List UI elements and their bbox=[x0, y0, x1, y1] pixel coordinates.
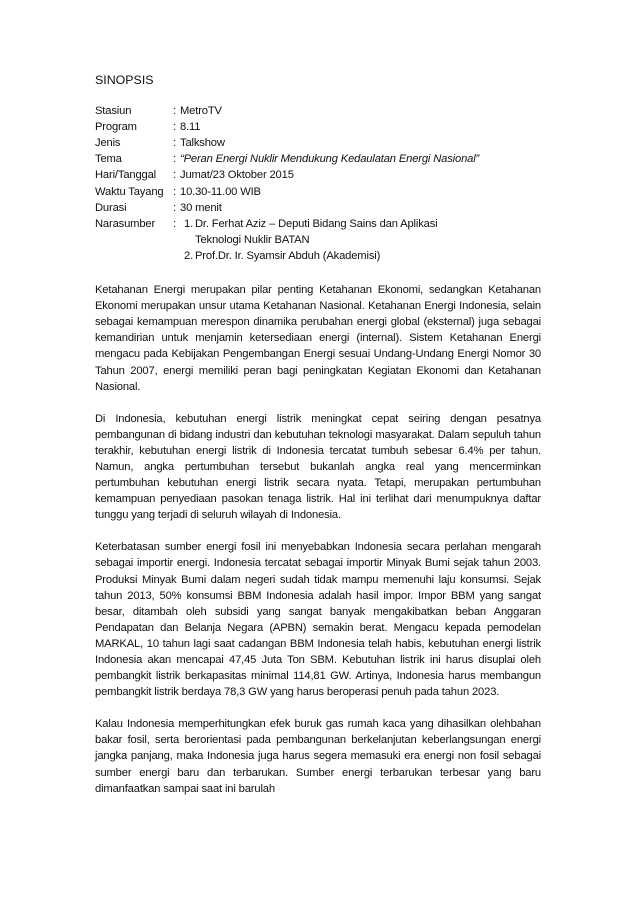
meta-label: Waktu Tayang bbox=[95, 185, 164, 198]
metadata-block bbox=[95, 103, 541, 264]
paragraph: Di Indonesia, kebutuhan energi listrik meningkat cepat seiring dengan pesatnya pembangunan di bidang industri dan kebutuhan teknologi masyarakat. Dalam sepuluh tahun terakhir, kebutuhan energi listrik di Indonesia tercatat tumbuh sebesar 6.4% per tahun. Namun, angka pertumbuhan tersebut bukanlah angka real yang mencerminkan pertumbuhan kebutuhan energi listrik secara nyata. Tetapi, merupakan pertumbuhan kemampuan penyediaan pasokan tenaga listrik. Hal ini terlihat dari menumpuknya daftar tunggu yang terjadi di seluruh wilayah di Indonesia. bbox=[95, 412, 541, 522]
meta-label: Program bbox=[95, 121, 137, 134]
meta-value: Talkshow bbox=[180, 137, 225, 150]
meta-value: 10.30-11.00 WIB bbox=[180, 185, 261, 198]
meta-row-waktu-tayang bbox=[95, 184, 541, 200]
meta-row-durasi bbox=[95, 200, 541, 216]
paragraph: Ketahanan Energi merupakan pilar penting Ketahanan Ekonomi, sedangkan Ketahanan Ekonomi merupakan unsur utama Ketahanan Nasional. Ketahanan Energi Indonesia, selain sebagai kemampuan merespon dinamika perubahan energi global (eksternal) juga sebagai kemandirian untuk menjamin ketersediaan energi (internal). Sistem Ketahanan Energi mengacu pada Kebijakan Pengembangan Energi sesuai Undang-Undang Energi Nomor 30 Tahun 2007, energi memiliki peran bagi peningkatan Kegiatan Ekonomi dan Ketahanan Nasional. bbox=[95, 284, 541, 393]
speaker-text bbox=[195, 248, 541, 264]
meta-label: Stasiun bbox=[95, 105, 132, 118]
meta-separator: : bbox=[173, 105, 176, 118]
speaker-number: 2. bbox=[184, 249, 194, 262]
meta-value: MetroTV bbox=[180, 105, 222, 118]
meta-separator: : bbox=[173, 121, 176, 134]
meta-separator: : bbox=[173, 137, 176, 150]
meta-row-hari-tanggal bbox=[95, 167, 541, 183]
meta-separator: : bbox=[173, 169, 176, 182]
meta-value: 30 menit bbox=[180, 201, 222, 214]
meta-label: Jenis bbox=[95, 137, 121, 150]
speaker-number: 1. bbox=[184, 217, 194, 230]
meta-row-jenis bbox=[95, 135, 541, 151]
meta-row-narasumber bbox=[95, 216, 541, 264]
meta-label: Hari/Tanggal bbox=[95, 169, 157, 182]
speaker-name: Prof.Dr. Ir. Syamsir Abduh (Akademisi) bbox=[195, 249, 381, 262]
speaker-item bbox=[184, 248, 541, 264]
speaker-list bbox=[180, 216, 541, 264]
meta-label: Tema bbox=[95, 153, 122, 166]
meta-row-tema bbox=[95, 151, 541, 167]
meta-label: Narasumber bbox=[95, 217, 156, 230]
speaker-name: Dr. Ferhat Aziz – Deputi Bidang Sains dan Aplikasi bbox=[195, 217, 438, 230]
speaker-text bbox=[195, 216, 541, 248]
paragraph: Kalau Indonesia memperhitungkan efek buruk gas rumah kaca yang dihasilkan olehbahan bakar fosil, serta berorientasi pada pembangunan berkelanjutan keberlangsungan energi jangka panjang, maka Indonesia juga harus segera memasuki era energi non fosil sebagai sumber energi baru dan terbarukan. Sumber energi terbarukan terbesar yang baru dimanfaatkan sampai saat ini barulah bbox=[95, 718, 541, 795]
meta-separator: : bbox=[173, 153, 176, 166]
meta-row-program bbox=[95, 119, 541, 135]
meta-value: Jumat/23 Oktober 2015 bbox=[180, 169, 294, 182]
meta-separator: : bbox=[173, 201, 176, 214]
meta-row-stasiun bbox=[95, 103, 541, 119]
document-title: SINOPSIS bbox=[95, 73, 154, 87]
speaker-affiliation: Teknologi Nuklir BATAN bbox=[195, 233, 310, 246]
meta-separator: : bbox=[173, 185, 176, 198]
meta-value-theme: “Peran Energi Nuklir Mendukung Kedaulatan Energi Nasional” bbox=[180, 153, 480, 166]
speaker-item bbox=[184, 216, 541, 248]
document-body bbox=[95, 72, 541, 797]
paragraph: Keterbatasan sumber energi fosil ini menyebabkan Indonesia secara perlahan mengarah sebagai importir energi. Indonesia tercatat sebagai importir Minyak Bumi sejak tahun 2003. Produksi Minyak Bumi dalam negeri sudah tidak mampu memenuhi laju konsumsi. Sejak tahun 2013, 50% konsumsi BBM Indonesia adalah hasil impor. Impor BBM yang sangat besar, ditambah oleh subsidi yang sangat banyak mengakibatkan beban Anggaran Pendapatan dan Belanja Negara (APBN) semakin berat. Mengacu kepada pemodelan MARKAL, 10 tahun lagi saat cadangan BBM Indonesia telah habis, kebutuhan energi listrik Indonesia akan mencapai 47,45 Juta Ton SBM. Kebutuhan listrik ini harus disuplai oleh pembangkit listrik berkapasitas minimal 114,81 GW. Artinya, Indonesia harus membangun pembangkit listrik berdaya 78,3 GW yang harus beroperasi penuh pada tahun 2023. bbox=[95, 541, 541, 699]
meta-value: 8.11 bbox=[180, 121, 201, 134]
meta-separator: : bbox=[173, 217, 176, 230]
meta-label: Durasi bbox=[95, 201, 127, 214]
